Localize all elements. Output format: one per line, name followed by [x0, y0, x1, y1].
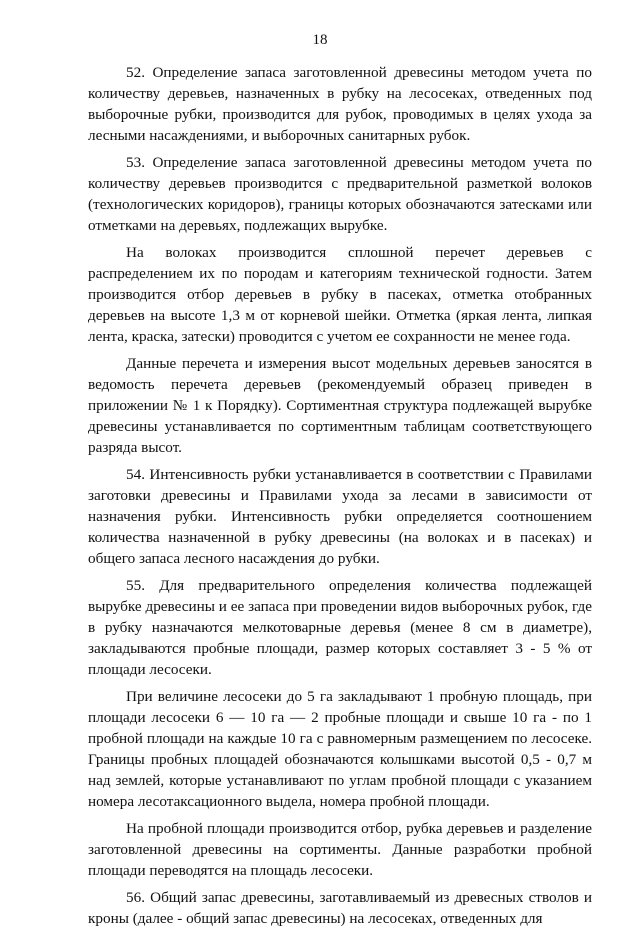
- document-body: [88, 62, 592, 935]
- paragraph-52: 52. Определение запаса заготовленной древесины методом учета по количеству деревьев, назначенных в рубку на лесосеках, отведенных под выборочные рубки, производится для рубок, проводимых в целях ухода за лесными насаждениями, и выборочных санитарных рубок.: [88, 64, 592, 144]
- paragraph-53: 53. Определение запаса заготовленной древесины методом учета по количеству деревьев производится с предварительной разметкой волоков (технологических коридоров), границы которых обозначаются затесками или отметками на деревьях, подлежащих вырубке.: [88, 154, 592, 234]
- paragraph-53-portages: На волоках производится сплошной перечет деревьев с распределением их по породам и категориям технической годности. Затем производится отбор деревьев в рубку в пасеках, отметка отобранных деревьев на высоте 1,3 м от корневой шейки. Отметка (яркая лента, липкая лента, краска, затески) проводится с учетом ее сохранности не менее года.: [88, 244, 592, 345]
- paragraph-55-sample-plot-processing: На пробной площади производится отбор, рубка деревьев и разделение заготовленной древесины на сортименты. Данные разработки пробной площади переводятся на площадь лесосеки.: [88, 820, 592, 879]
- paragraph-56: 56. Общий запас древесины, заготавливаемый из древесных стволов и кроны (далее - общий запас древесины) на лесосеках, отведенных для: [88, 889, 592, 927]
- paragraph-53-inventory-data: Данные перечета и измерения высот модельных деревьев заносятся в ведомость перечета деревьев (рекомендуемый образец приведен в приложении № 1 к Порядку). Сортиментная структура подлежащей вырубке древесины устанавливается по сортиментным таблицам соответствующего разряда высот.: [88, 355, 592, 456]
- page-number: 18: [312, 32, 328, 48]
- paragraph-54: 54. Интенсивность рубки устанавливается в соответствии с Правилами заготовки древесины и Правилами ухода за лесами в зависимости от назначения рубки. Интенсивность рубки определяется соотношением количества назначенной в рубку древесины (на волоках и в пасеках) и общего запаса лесного насаждения до рубки.: [88, 466, 592, 567]
- paragraph-55: 55. Для предварительного определения количества подлежащей вырубке древесины и ее запаса при проведении видов выборочных рубок, где в рубку назначаются мелкотоварные деревья (менее 8 см в диаметре), закладываются пробные площади, размер которых составляет 3 - 5 % от площади лесосеки.: [88, 577, 592, 678]
- paragraph-55-sample-plots: При величине лесосеки до 5 га закладывают 1 пробную площадь, при площади лесосеки 6 — 10 га — 2 пробные площади и свыше 10 га - по 1 пробной площади на каждые 10 га с равномерным размещением по лесосеке. Границы пробных площадей обозначаются колышками высотой 0,5 - 0,7 м над землей, которые устанавливают по углам пробной площади с указанием номера лесотаксационного выдела, номера пробной площади.: [88, 688, 592, 810]
